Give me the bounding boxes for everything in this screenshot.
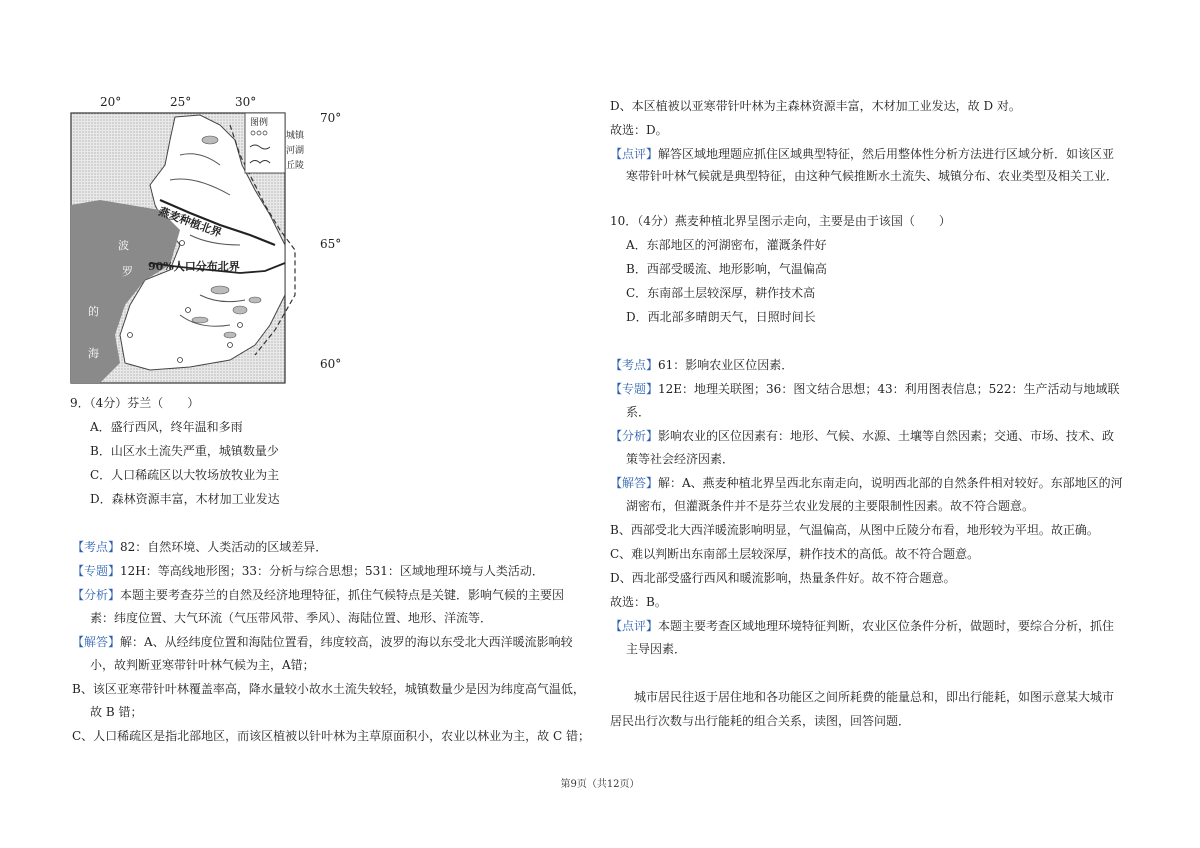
q9-dianping-text1: 解答区域地理题应抓住区域典型特征，然后用整体性分析方法进行区域分析．如该区亚 (658, 147, 1115, 161)
q9-dianping-tag: 【点评】 (610, 147, 659, 161)
q9-dianping-text2: 寒带针叶林气候就是典型特征，由这种气候推断水土流失、城镇分布、农业类型及相关工业． (626, 169, 1119, 183)
q9-d-line: D、本区植被以亚寒带针叶林为主森林资源丰富，木材加工业发达，故 D 对。 (610, 99, 1021, 113)
q10-option-c: C．东南部土层较深厚，耕作技术高 (626, 286, 816, 300)
q10-kaodian-tag: 【考点】 (610, 358, 659, 372)
q9-jieda-tag: 【解答】 (72, 635, 121, 649)
oats-line-label: 燕麦种植北界 (156, 204, 224, 240)
q10-fenxi-text1: 影响农业的区位因素有：地形、气候、水源、土壤等自然因素；交通、市场、技术、政 (658, 429, 1115, 443)
q10-fenxi (610, 428, 1114, 444)
q9-answer: 故选：D。 (610, 123, 668, 137)
q9-fenxi-text1: 本题主要考查芬兰的自然及经济地理特征，抓住气候特点是关键．影响气候的主要因 (120, 588, 565, 602)
q10-dianping (610, 618, 1114, 634)
q9-option-b: B．山区水土流失严重，城镇数量少 (90, 444, 279, 458)
q9-option-d: D．森林资源丰富，木材加工业发达 (90, 492, 280, 506)
q10-jieda (610, 475, 1123, 491)
q9-zhuanti (72, 563, 544, 579)
intro-line1: 城市居民往返于居住地和各功能区之间所耗费的能量总和，即出行能耗，如图示意某大城市 (634, 690, 1115, 704)
sea-char-4: 海 (88, 347, 99, 360)
q9-option-c: C．人口稀疏区以大牧场放牧业为主 (90, 468, 280, 482)
q9-b-line1: B、该区亚寒带针叶林覆盖率高，降水量较小故水土流失较轻，城镇数量少是因为纬度高气温低， (72, 682, 585, 696)
q9-jieda-text2: 小，故判断亚寒带针叶林气候为主，A错； (90, 658, 315, 672)
q9-kaodian (72, 539, 327, 555)
q10-dianping-text2: 主导因素． (626, 642, 687, 656)
population-line-label: 90%人口分布北界 (148, 260, 240, 273)
q10-jieda-text1: 解：A、燕麦种植北界呈西北东南走向，说明西北部的自然条件相对较好。东部地区的河 (658, 476, 1123, 490)
lat-60: 60° (320, 357, 342, 371)
q10-zhuanti-text2: 系． (626, 405, 651, 419)
legend-lake: 河湖 (286, 146, 305, 156)
q10-kaodian-text: 61：影响农业区位因素． (658, 358, 794, 372)
legend-town-icon (251, 131, 267, 135)
q10-kaodian (610, 357, 793, 373)
q10-dianping-text1: 本题主要考查区域地理环境特征判断，农业区位条件分析，做题时，要综合分析，抓住 (658, 619, 1115, 633)
q9-jieda-text1: 解：A、从经纬度位置和海陆位置看，纬度较高，波罗的海以东受北大西洋暖流影响较 (120, 635, 573, 649)
q10-zhuanti-text1: 12E：地理关联图；36：图文结合思想；43：利用图表信息；522：生产活动与地域联 (658, 382, 1120, 396)
finland-map (70, 95, 400, 390)
q10-jieda-text2: 湖密布，但灌溉条件并不是芬兰农业发展的主要限制性因素。故不符合题意。 (626, 499, 1035, 513)
legend-title: 图例 (250, 118, 269, 128)
q10-option-b: B．西部受暖流、地形影响，气温偏高 (626, 262, 827, 276)
q10-stem: 10．（4分）燕麦种植北界呈图示走向，主要是由于该国（ ） (610, 214, 951, 228)
q9-option-a: A．盛行西风，终年温和多雨 (90, 420, 243, 434)
q10-option-a: A．东部地区的河湖密布，灌溉条件好 (626, 238, 827, 252)
q9-zhuanti-tag: 【专题】 (72, 564, 121, 578)
page-footer: 第9页（共12页） (560, 779, 640, 790)
intro-line2: 居民出行次数与出行能耗的组合关系，读图，回答问题． (610, 714, 911, 728)
lat-65: 65° (320, 237, 342, 251)
q9-c-line: C、人口稀疏区是指北部地区，而该区植被以针叶林为主草原面积小，农业以林业为主，故 C 错； (72, 729, 590, 743)
q9-jieda (72, 634, 573, 650)
q10-b-line: B、西部受北大西洋暖流影响明显，气温偏高，从图中丘陵分布看，地形较为平坦。故正确。 (610, 523, 1099, 537)
legend-hill: 丘陵 (286, 161, 305, 171)
q10-dianping-tag: 【点评】 (610, 619, 659, 633)
lon-25: 25° (170, 95, 192, 109)
q10-c-line: C、难以判断出东南部土层较深厚，耕作技术的高低。故不符合题意。 (610, 547, 980, 561)
q9-fenxi-text2: 素：纬度位置、大气环流（气压带风带、季风）、海陆位置、地形、洋流等． (90, 611, 493, 625)
q10-d-line: D、西北部受盛行西风和暖流影响，热量条件好。故不符合题意。 (610, 571, 956, 585)
q10-jieda-tag: 【解答】 (610, 476, 659, 490)
q9-fenxi (72, 587, 564, 603)
q9-kaodian-text: 82：自然环境、人类活动的区域差异． (120, 540, 328, 554)
lon-20: 20° (100, 95, 122, 109)
sea-char-3: 的 (88, 305, 99, 318)
lon-30: 30° (235, 95, 257, 109)
q10-zhuanti-tag: 【专题】 (610, 382, 659, 396)
legend-town: 城镇 (286, 131, 305, 141)
q9-b-line2: 故 B 错； (90, 705, 143, 719)
sea-char-2: 罗 (122, 265, 133, 278)
q10-answer: 故选：B。 (610, 595, 667, 609)
q10-fenxi-text2: 策等社会经济因素． (626, 452, 735, 466)
q9-stem: 9．（4分）芬兰（ ） (70, 396, 200, 410)
q9-zhuanti-text: 12H：等高线地形图；33：分析与综合思想；531：区域地理环境与人类活动． (120, 564, 544, 578)
q9-kaodian-tag: 【考点】 (72, 540, 121, 554)
lat-70: 70° (320, 111, 342, 125)
q9-fenxi-tag: 【分析】 (72, 588, 121, 602)
q10-fenxi-tag: 【分析】 (610, 429, 659, 443)
q10-option-d: D．西北部多晴朗天气，日照时间长 (626, 310, 816, 324)
sea-char-1: 波 (118, 239, 129, 252)
q9-dianping (610, 146, 1114, 162)
q10-zhuanti (610, 381, 1120, 397)
